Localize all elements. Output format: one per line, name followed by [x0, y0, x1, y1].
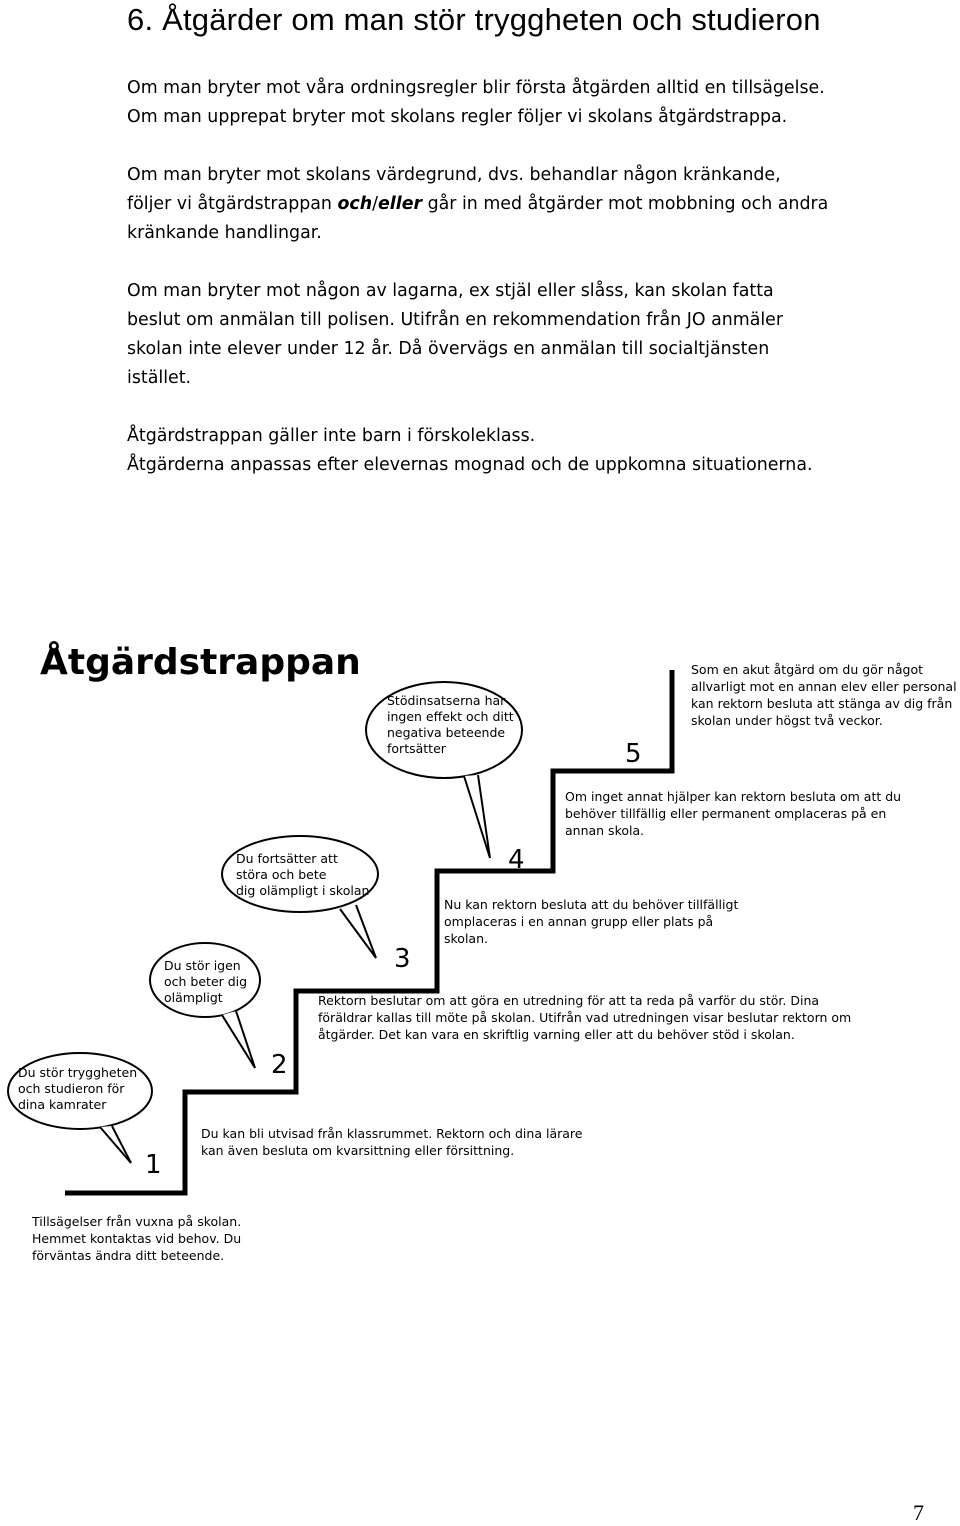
paragraph-line: beslut om anmälan till polisen. Utifrån en rekommendation från JO anmäler	[127, 310, 784, 330]
svg-text:Stödinsatserna har ingen: Stödinsatserna har ingen effekt och ditt negativa beteende fortsätter	[387, 693, 514, 756]
paragraph-line: Åtgärderna anpassas efter elevernas mognad och de uppkomna situationerna.	[127, 455, 813, 475]
acute-measure-note: Som en akut åtgärd om du gör något allvarligt mot en annan elev eller personal kan rektorn besluta att stänga av dig från skolan under högst två veckor.	[691, 662, 957, 728]
section-heading: 6. Åtgärder om man stör tryggheten och studieron	[127, 2, 821, 37]
paragraph-line: Om man upprepat bryter mot skolans regler följer vi skolans åtgärdstrappa.	[127, 107, 788, 127]
step-number: 4	[508, 845, 525, 875]
page-number: 7	[913, 1500, 924, 1525]
paragraph-line	[127, 190, 947, 219]
diagram-title: Åtgärdstrappan	[40, 642, 361, 683]
paragraph-line: Om man bryter mot någon av lagarna, ex stjäl eller slåss, kan skolan fatta	[127, 281, 774, 301]
svg-text:Du fortsätter att störa: Du fortsätter att störa och bete dig olämpligt i skolan	[236, 851, 370, 898]
step-description: Du kan bli utvisad från klassrummet. Rektorn och dina lärare kan även besluta om kvarsittning eller försittning.	[201, 1126, 583, 1158]
paragraph-line: kränkande handlingar.	[127, 223, 322, 243]
paragraph-line: Om man bryter mot skolans värdegrund, dvs. behandlar någon kränkande,	[127, 165, 781, 185]
speech-bubble	[8, 1053, 152, 1163]
text-run: går in med åtgärder mot mobbning och andra	[422, 194, 829, 214]
step-number: 5	[625, 739, 642, 769]
step-description: Nu kan rektorn besluta att du behöver tillfälligt omplaceras i en annan grupp eller plats på skolan.	[444, 897, 739, 946]
paragraph-line: Om man bryter mot våra ordningsregler blir första åtgärden alltid en tillsägelse.	[127, 78, 825, 98]
text-run: följer vi åtgärdstrappan	[127, 194, 338, 214]
speech-bubble	[150, 943, 260, 1068]
step-description: Om inget annat hjälper kan rektorn besluta om att du behöver tillfällig eller permanent omplaceras på en annan skola.	[565, 789, 902, 838]
paragraph-line: Åtgärdstrappan gäller inte barn i förskoleklass.	[127, 426, 536, 446]
step-number: 1	[145, 1150, 162, 1180]
step-description: Tillsägelser från vuxna på skolan. Hemmet kontaktas vid behov. Du förväntas ändra ditt beteende.	[32, 1214, 242, 1263]
paragraph-line: skolan inte elever under 12 år. Då övervägs en anmälan till socialtjänsten	[127, 339, 770, 359]
staircase	[65, 670, 672, 1193]
svg-text:Du stör igen och beter d: Du stör igen och beter dig olämpligt	[164, 958, 248, 1005]
speech-bubble	[222, 836, 378, 958]
step-description: Rektorn beslutar om att göra en utredning för att ta reda på varför du stör. Dina föräldrar kallas till möte på skolan. Utifrån vad utredningen visar beslutar rektorn om åtgärder. Det kan vara en skriftlig varning eller att du behöver stöd i skolan.	[318, 993, 852, 1042]
step-number: 3	[394, 944, 411, 974]
emphasis-eller: eller	[377, 194, 423, 214]
step-number: 2	[271, 1050, 288, 1080]
paragraph-line: istället.	[127, 368, 192, 388]
text-run: /	[372, 194, 378, 214]
svg-text:Du stör tryggheten och s: Du stör tryggheten och studieron för dina kamrater	[18, 1065, 138, 1112]
body-text	[127, 74, 947, 480]
speech-bubble	[366, 682, 522, 858]
atgardstrappan-diagram	[0, 630, 960, 1280]
emphasis-och: och	[337, 194, 373, 214]
